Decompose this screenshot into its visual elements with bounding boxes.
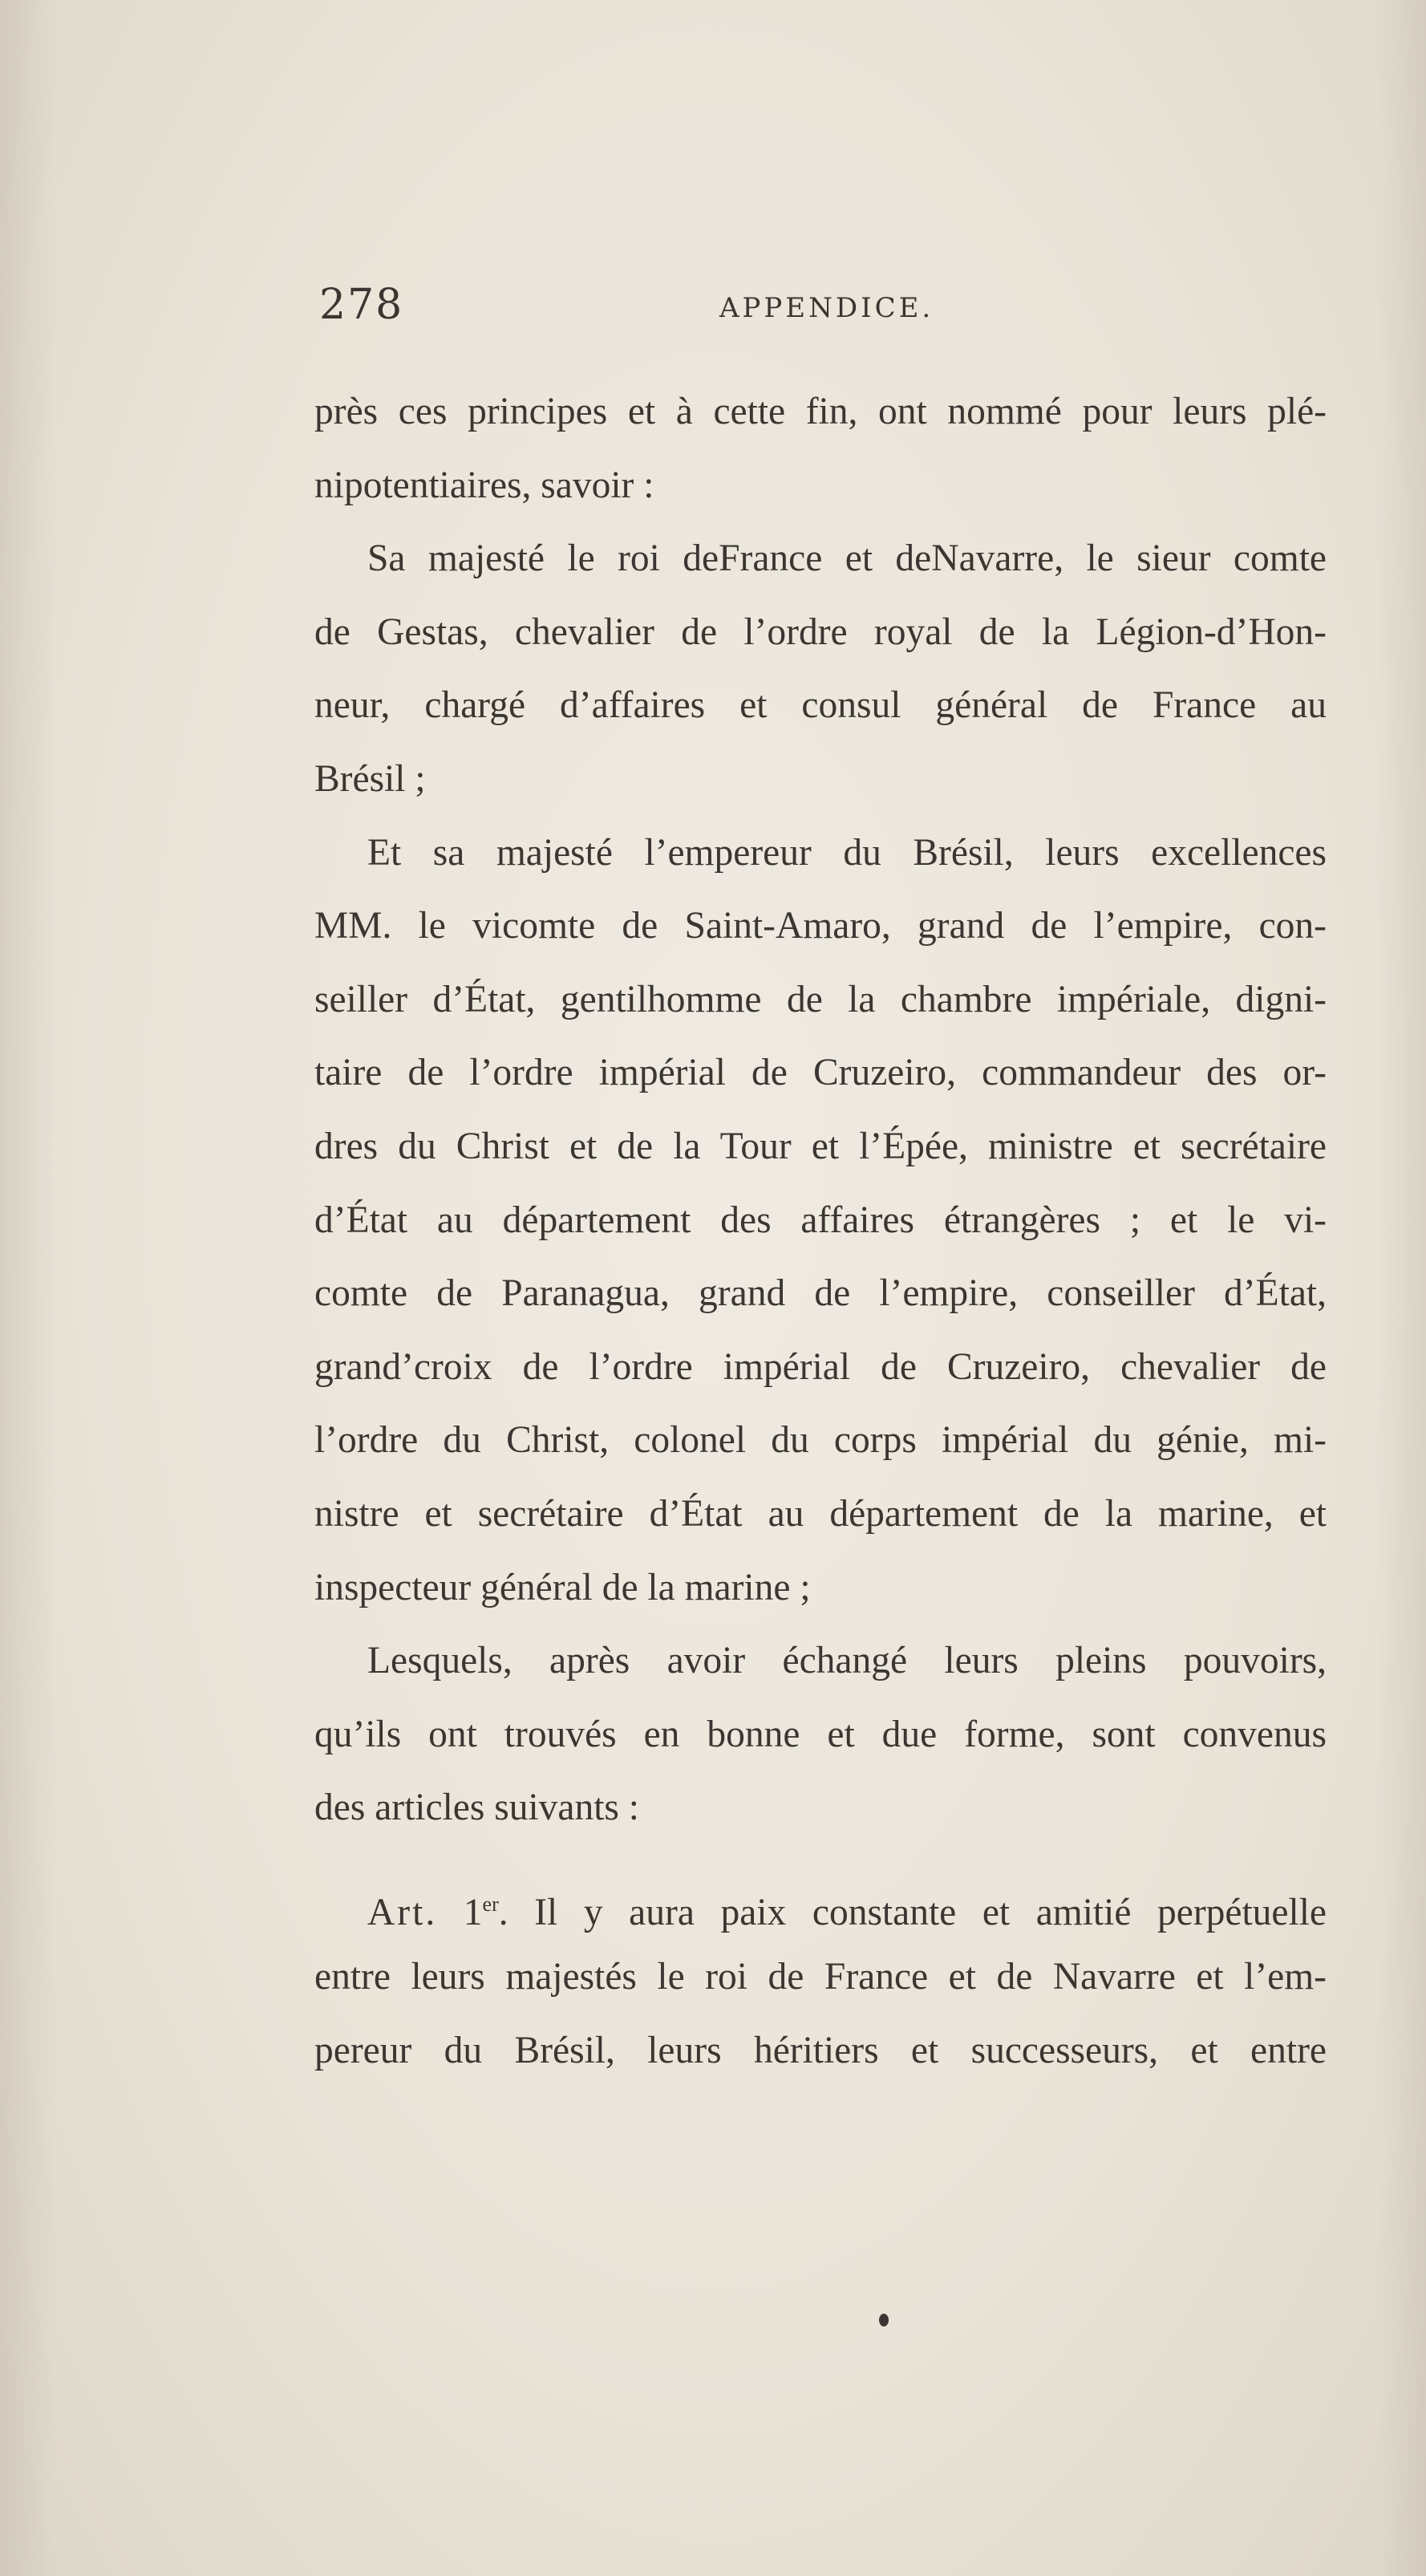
text-line: Brésil ;: [314, 757, 426, 800]
paragraph-first-line: Lesquels, après avoir échangé leurs pleins pouvoirs,: [367, 1640, 1327, 1682]
text-line: de Gestas, chevalier de l’ordre royal de la Légion-d’Hon-: [314, 611, 1327, 653]
text-line: près ces principes et à cette fin, ont nommé pour leurs plé-: [314, 391, 1327, 432]
text-line: entre leurs majestés le roi de France et de Navarre et l’em-: [314, 1956, 1327, 1998]
article-number: 1: [463, 1891, 483, 1933]
text-line: qu’ils ont trouvés en bonne et due forme, sont convenus: [314, 1713, 1327, 1755]
article-spacer: [314, 1845, 1327, 1868]
text-line: MM. le vicomte de Saint-Amaro, grand de l’empire, con-: [314, 905, 1327, 947]
text-line: taire de l’ordre impérial de Cruzeiro, commandeur des or-: [314, 1052, 1327, 1094]
text-line: d’État au département des affaires étrangères ; et le vi-: [314, 1199, 1327, 1241]
text-line: inspecteur général de la marine ;: [314, 1566, 811, 1608]
article-label: Art.: [367, 1891, 438, 1933]
text-line: grand’croix de l’ordre impérial de Cruzeiro, chevalier de: [314, 1345, 1327, 1388]
running-title: APPENDICE.: [719, 292, 934, 324]
running-head: [314, 281, 1327, 345]
body-text: [314, 375, 1327, 2088]
ink-dot: [879, 2314, 889, 2327]
text-line: neur, chargé d’affaires et consul général de France au: [314, 684, 1327, 727]
paragraph-first-line: Sa majesté le roi deFrance et deNavarre, le sieur comte: [367, 538, 1327, 580]
article-number-superscript: er: [482, 1892, 499, 1916]
article-first-line: [314, 1868, 1327, 1941]
text-line: nistre et secrétaire d’État au département de la marine, et: [314, 1492, 1327, 1535]
text-line: nipotentiaires, savoir :: [314, 464, 654, 506]
page-number: 278: [319, 281, 404, 329]
article-text: . Il y aura paix constante et amitié perpétuelle: [498, 1891, 1327, 1933]
paragraph-first-line: Et sa majesté l’empereur du Brésil, leurs excellences: [367, 831, 1327, 874]
text-line: des articles suivants :: [314, 1787, 639, 1829]
text-line: seiller d’État, gentilhomme de la chambre impériale, digni-: [314, 978, 1327, 1020]
text-line: dres du Christ et de la Tour et l’Épée, ministre et secrétaire: [314, 1125, 1327, 1167]
text-line: comte de Paranagua, grand de l’empire, conseiller d’État,: [314, 1272, 1327, 1315]
text-line: pereur du Brésil, leurs héritiers et successeurs, et entre: [314, 2030, 1327, 2072]
text-line: l’ordre du Christ, colonel du corps impérial du génie, mi-: [314, 1419, 1327, 1462]
